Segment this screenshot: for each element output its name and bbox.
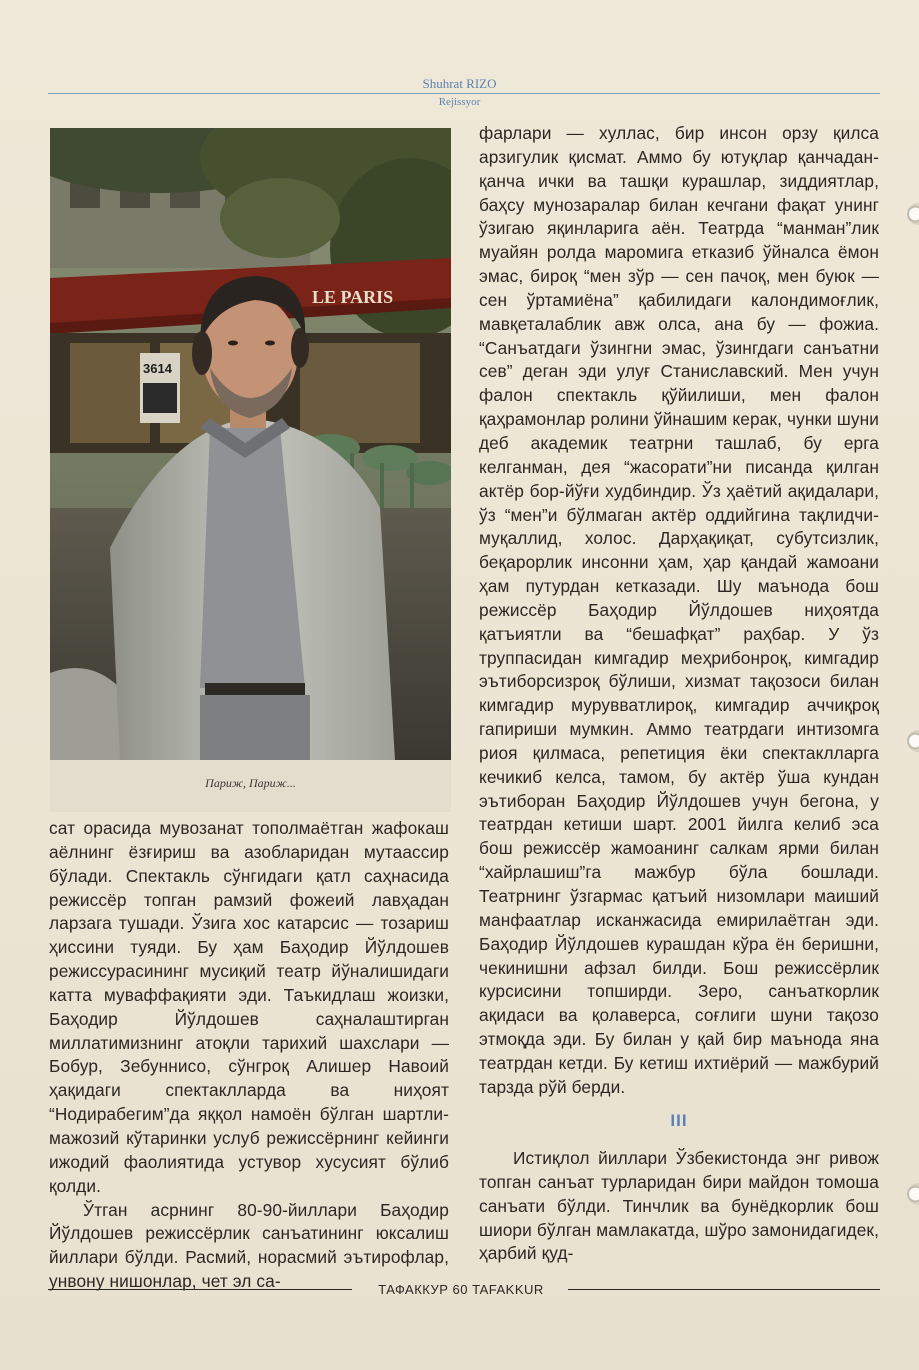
awning-sign-text: LE PARIS bbox=[312, 287, 394, 307]
paragraph: фарлари — хуллас, бир инсон орзу қилса арзигулик қисмат. Аммо бу ютуқлар қанчадан-қанча ички ва ташқи курашлар, зиддиятлар, баҳсу мунозаралар билан кечгани фақат унинг ўзигаю яқинларига аён. Театрда “манман”лик муайян ролда маромига етказиб ўйналса ёмон эмас, бироқ “мен зўр — сен пачоқ, мен буюк — сен ўртамиёна” қабилидаги калондимоғлик, мавқеталаблик авж олса, ана бу — фожиа. “Санъатдаги ўзингни эмас, ўзингдаги санъатни сев” деган эди улуғ Станиславский. Мен учун фалон спектакль қўйилиши, мен фалон қаҳрамонлар ролини ўйнашим керак, чунки шуни деб академик театрни ташлаб, бу ерга келганман, дея “жасорати”ни писанда қилган актёр бор-йўғи худбиндир. Ўз ҳаётий ақидалари, ўз “мен”и бўлмаган актёр оддийгина тақлидчи-муқаллид, холос. Дарҳақиқат, субутсизлик, беқарорлик инсонни ҳам, ҳар қандай жамоани ҳам путурдан кетказади. Шу маънода бош режиссёр Баҳодир Йўлдошев ниҳоятда қатъиятли ва “бешафқат” раҳбар. У ўз труппасидан кимгадир меҳрибонроқ, кимгадир эътиборсизроқ бўлиши, хизмат тақозоси билан кимгадир мурувватлироқ, кимгадир аччиқроқ гапириши мумкин. Аммо театрдаги интизомга риоя қилмаса, репетиция ёки спектаклларга кечикиб келса, тамом, бу актёр ўша кундан эътиборан Баҳодир Йўлдошев учун бегона, у театрдан кетиши шарт. 2001 йилга келиб эса бош режиссёр жамоанинг салкам ярми билан “хайрлашиш”га мажбур бўла бошлади. Театрнинг ўзгармас қатъий низомлари маиший манфаатлар исканжасида емирилаётган эди. Баҳодир Йўлдошев курашдан кўра ён беришни, чекинишни афзал билди. Бош режиссёрлик курсисини топширди. Зеро, санъаткорлик ақидаси ва қолаверса, соғлиги шуни тақозо этмоқда эди. Бу билан у қай бир маънода яна театрдан кетди. Бу кетиш ихтиёрий — мажбурий тарзда рўй берди. bbox=[479, 123, 879, 1097]
binder-hole-icon bbox=[907, 203, 919, 225]
paragraph: Ўтган асрнинг 80-90-йиллари Баҳодир Йўлдошев режиссёрлик санъатининг юксалиш йиллари бўлди. Расмий, норасмий эътирофлар, унвону нишонлар, чет эл са- bbox=[49, 1199, 449, 1292]
page-footer: ТАФАККУР 60 TAFAKKUR bbox=[378, 1282, 544, 1297]
footer-rule-left bbox=[48, 1289, 352, 1290]
paragraph: Истиқлол йиллари Ўзбекистонда энг ривож топган санъат турларидан бири майдон томоша санъати бўлди. Тинчлик ва бунёдкорлик бош шиори бўлган мамлакатда, шўро замонидагидек, ҳарбий қуд- bbox=[479, 1148, 879, 1264]
photo-paris-cafe bbox=[50, 128, 451, 760]
paragraph: сат орасида мувозанат тополмаётган жафокаш аёлнинг ёзғириш ва азобларидан мутаассир бўлади. Спектакль сўнгидаги қатл саҳнасида режиссёр топган рамзий фожеий лавҳадан ларзага тушади. Ўзига хос катарсис — тозариш ҳиссини туяди. Бу ҳам Баҳодир Йўлдошев режиссурасининг мусиқий театр йўналишидаги катта муваффақияти эди. Таъкидлаш жоизки, Баҳодир Йўлдошев саҳналаштирган миллатимизнинг атоқли тарихий шахслари — Бобур, Зебуннисо, сўнгроқ Алишер Навоий ҳақидаги спектаклларда ва ниҳоят “Нодирабегим”да яққол намоён бўлган шартли-мажозий кўтаринки услуб режиссёрнинг кейинги ижодий фаолиятида устувор хусусият бўлиб қолди. bbox=[49, 818, 449, 1196]
right-column-text bbox=[479, 122, 879, 1100]
right-column-section-text bbox=[479, 1147, 879, 1266]
footer-rule-right bbox=[568, 1289, 880, 1290]
photo-illustration bbox=[50, 128, 451, 760]
binder-hole-icon bbox=[907, 1183, 919, 1205]
author-role: Rejissyor bbox=[438, 96, 481, 108]
section-number: III bbox=[670, 1111, 688, 1130]
header-rule bbox=[48, 93, 880, 94]
binder-hole-icon bbox=[907, 730, 919, 752]
left-column-text bbox=[49, 817, 449, 1294]
poster-text: 3614 bbox=[143, 361, 172, 376]
photo-caption: Париж, Париж... bbox=[205, 776, 296, 790]
author-name: Shuhrat RIZO bbox=[422, 76, 497, 91]
